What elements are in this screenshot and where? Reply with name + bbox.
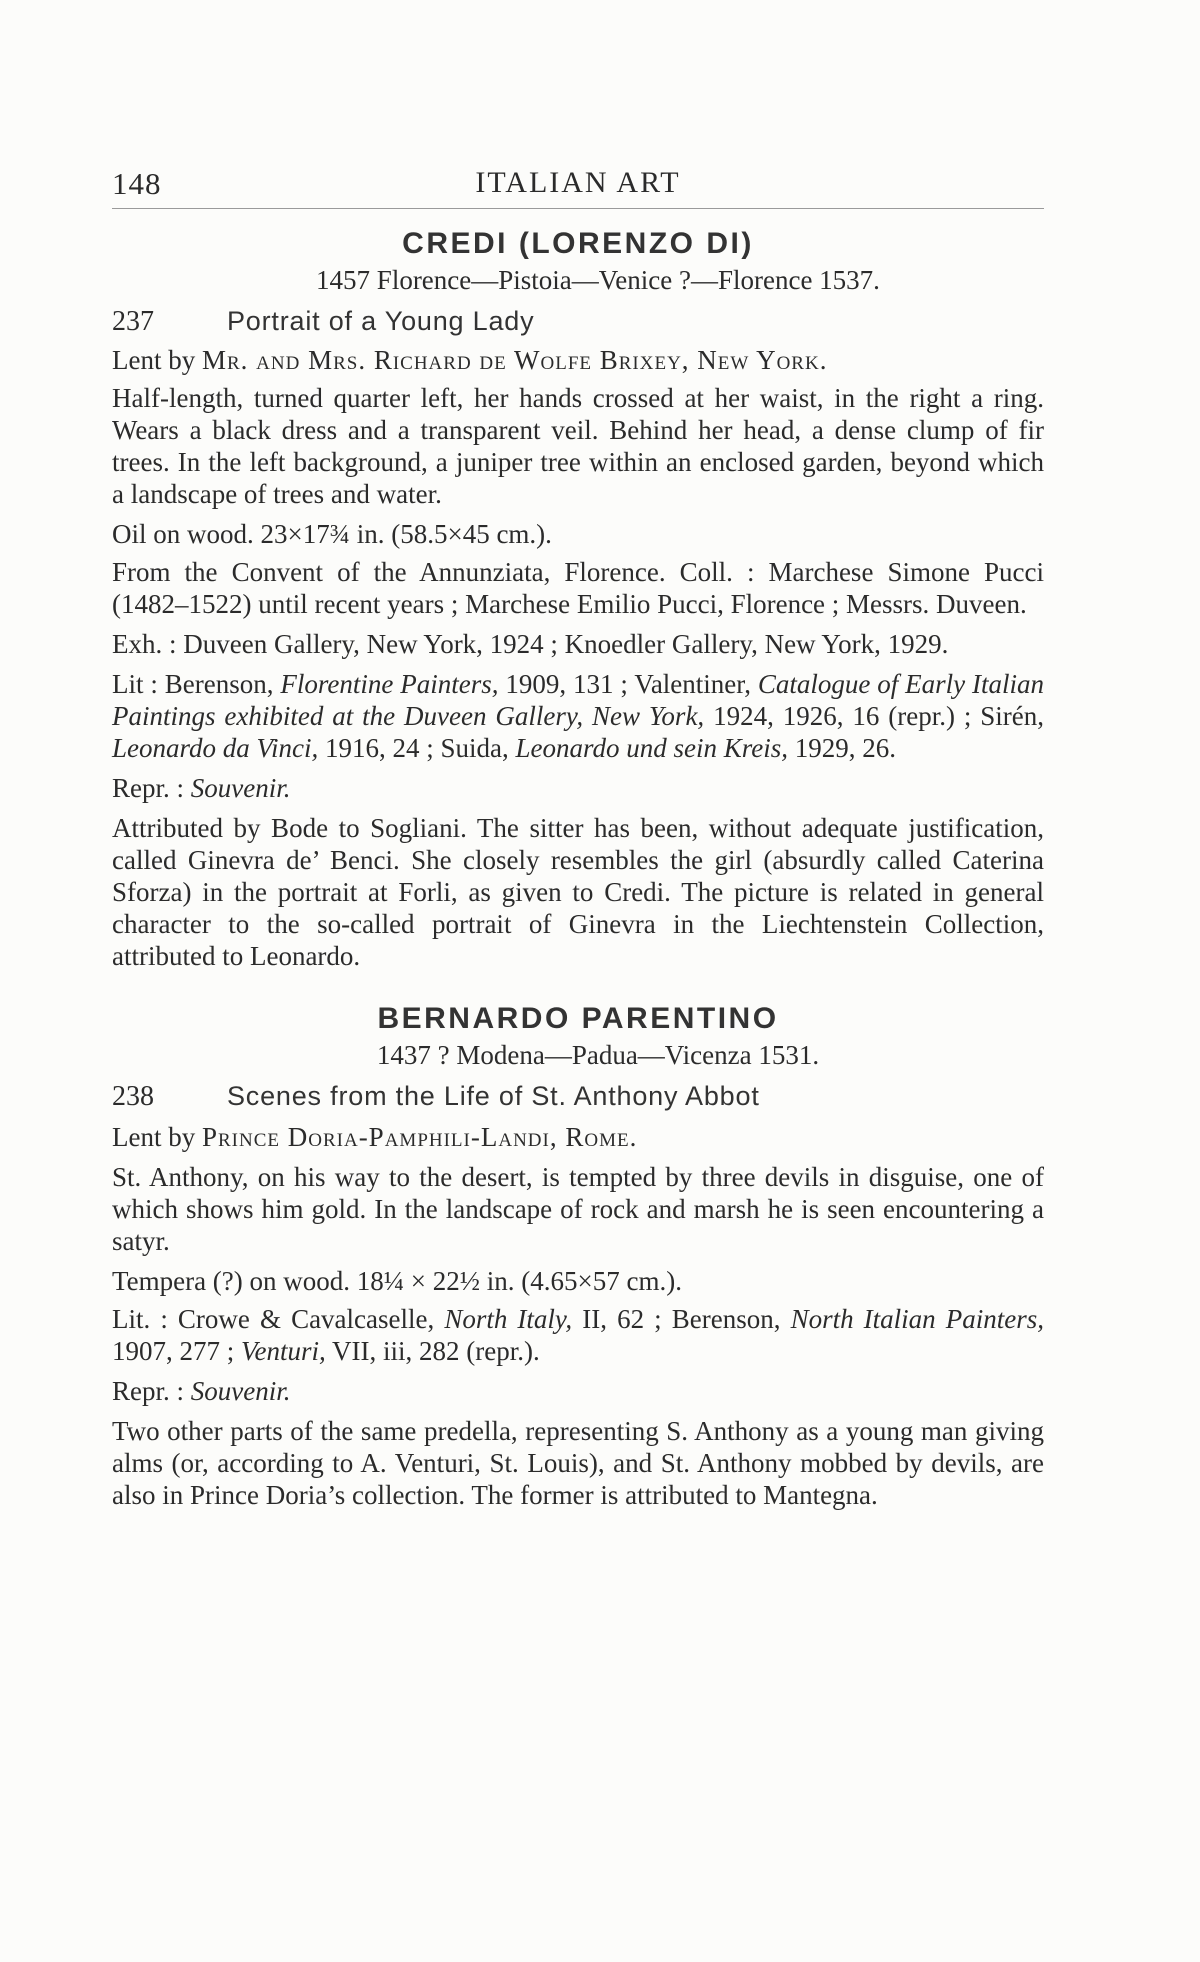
artist-heading: BERNARDO PARENTINO <box>377 1002 779 1035</box>
lender-prefix: Lent by <box>112 345 202 375</box>
entry-section-parentino <box>112 1002 1044 1511</box>
artist-dates: 1457 Florence—Pistoia—Venice ?—Florence 1537. <box>316 265 880 295</box>
literature-title: North Italy, <box>444 1304 573 1334</box>
repr-value: Souvenir. <box>190 1376 291 1406</box>
literature-title: Florentine Painters, <box>280 669 499 699</box>
lender-prefix: Lent by <box>112 1122 202 1152</box>
lender-line <box>112 344 1044 376</box>
literature-text: Lit. : Crowe & Cavalcaselle, <box>112 1304 445 1334</box>
entry-heading <box>112 306 1044 338</box>
catalogue-page <box>112 160 1044 1511</box>
exhibitions: Exh. : Duveen Gallery, New York, 1924 ; Knoedler Gallery, New York, 1929. <box>112 629 949 659</box>
literature-text: II, 62 ; Berenson, <box>572 1304 791 1334</box>
lender-name: Prince Doria-Pamphili-Landi, Rome. <box>201 1122 638 1152</box>
literature-text: 1909, 131 ; Valentiner, <box>498 669 758 699</box>
literature-text: Lit : Berenson, <box>112 669 281 699</box>
entry-title: Scenes from the Life of St. Anthony Abbot <box>227 1081 760 1111</box>
entry-section-credi <box>112 227 1044 972</box>
running-title: ITALIAN ART <box>475 166 681 199</box>
literature <box>112 668 1044 764</box>
artist-heading: CREDI (LORENZO DI) <box>402 227 754 260</box>
attribution-note: Attributed by Bode to Sogliani. The sitter has been, without adequate justification, called Ginevra de’ Benci. She closely resembles the girl (absurdly called Caterina Sforza) in the portrait at Forli, as given to Credi. The picture is related in general character to the so-called portrait of Ginevra in the Liechtenstein Collection, attributed to Leonardo. <box>112 813 1044 971</box>
entry-number: 237 <box>112 306 154 337</box>
description: St. Anthony, on his way to the desert, is tempted by three devils in disguise, one of which shows him gold. In the landscape of rock and marsh he is seen encountering a satyr. <box>112 1162 1044 1256</box>
repr-label: Repr. : <box>112 773 191 803</box>
literature-text: 1907, 277 ; <box>112 1336 242 1366</box>
literature-title: Leonardo und sein Kreis, <box>515 733 789 763</box>
literature-title: Leonardo da Vinci, <box>112 733 319 763</box>
literature <box>112 1303 1044 1367</box>
literature-text: 1924, 1926, 16 (repr.) ; Sirén, <box>704 701 1045 731</box>
attribution-note: Two other parts of the same predella, representing S. Anthony as a young man giving alms (or, according to A. Venturi, St. Louis), and St. Anthony mobbed by devils, are also in Prince Doria’s collection. The former is attributed to Mantegna. <box>112 1416 1044 1510</box>
medium-dimensions: Oil on wood. 23×17¾ in. (58.5×45 cm.). <box>112 519 552 549</box>
running-head <box>112 160 1044 209</box>
repr-label: Repr. : <box>112 1376 191 1406</box>
artist-dates: 1437 ? Modena—Padua—Vicenza 1531. <box>376 1040 820 1070</box>
entry-number: 238 <box>112 1081 154 1112</box>
lender-name: Mr. and Mrs. Richard de Wolfe Brixey, New York. <box>201 345 828 375</box>
literature-text: VII, iii, 282 (repr.). <box>325 1336 540 1366</box>
reproduction <box>112 1375 1044 1407</box>
provenance: From the Convent of the Annunziata, Florence. Coll. : Marchese Simone Pucci (1482–1522) until recent years ; Marchese Emilio Pucci, Florence ; Messrs. Duveen. <box>112 557 1044 619</box>
literature-text: 1929, 26. <box>788 733 897 763</box>
reproduction <box>112 772 1044 804</box>
entry-heading <box>112 1081 1044 1113</box>
lender-line <box>112 1121 1044 1153</box>
entry-title: Portrait of a Young Lady <box>227 306 535 336</box>
literature-title: Catalogue of Early Italian Paintings exhibited at the Duveen Gallery, New York, <box>112 669 1044 731</box>
literature-title: North Italian Painters, <box>790 1304 1044 1334</box>
literature-text: 1916, 24 ; Suida, <box>318 733 516 763</box>
description: Half-length, turned quarter left, her hands crossed at her waist, in the right a ring. Wears a black dress and a transparent veil. Behind her head, a dense clump of fir trees. In the left background, a juniper tree within an enclosed garden, beyond which a landscape of trees and water. <box>112 383 1044 509</box>
page-number: 148 <box>112 166 162 201</box>
medium-dimensions: Tempera (?) on wood. 18¼ × 22½ in. (4.65×57 cm.). <box>112 1266 682 1296</box>
repr-value: Souvenir. <box>190 773 291 803</box>
literature-title: Venturi, <box>241 1336 326 1366</box>
